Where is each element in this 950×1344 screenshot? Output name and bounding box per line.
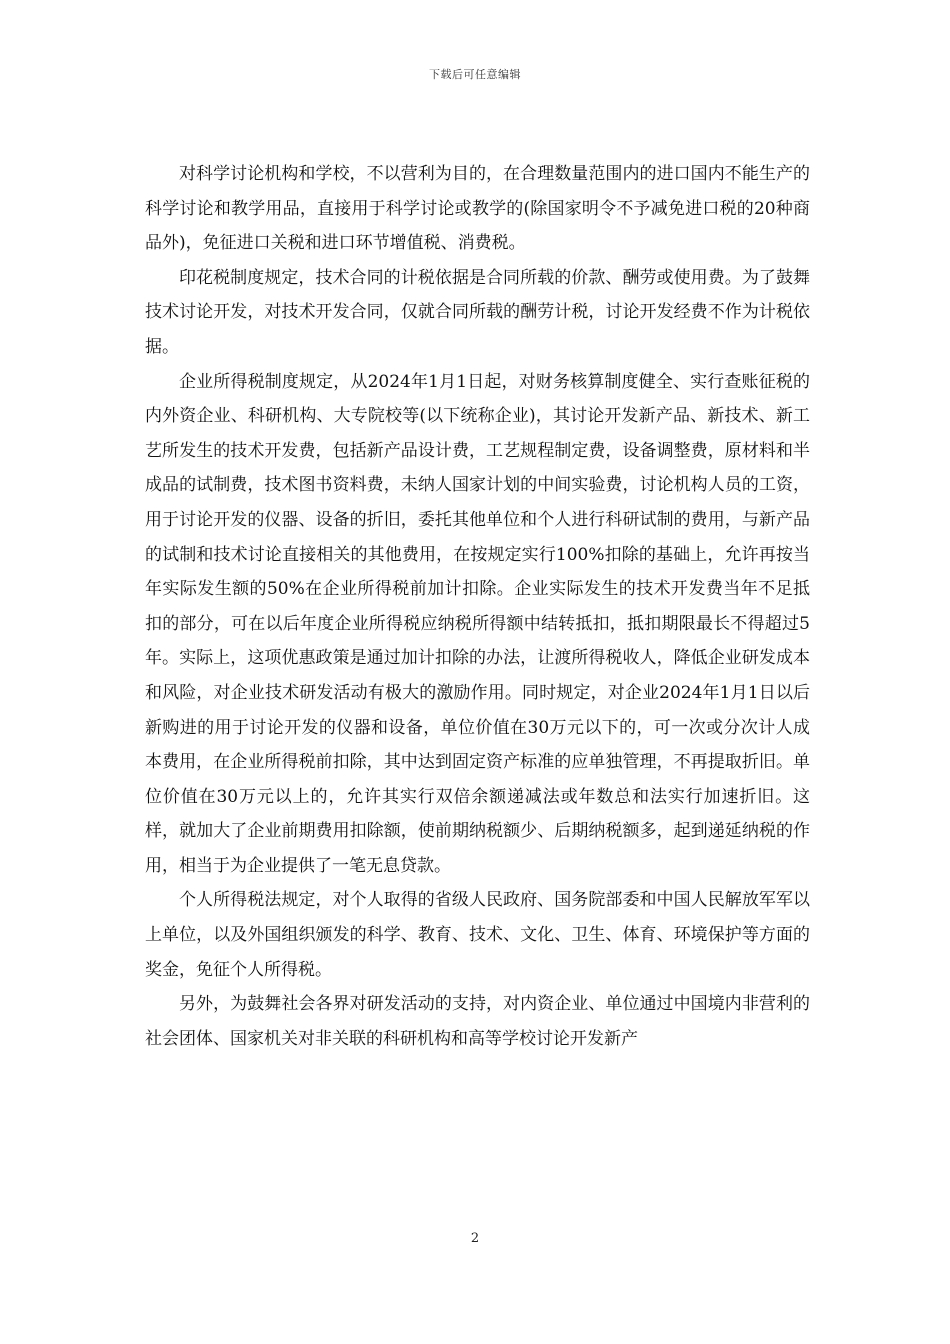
document-body [145,157,810,1056]
paragraph-corporate-income-tax: 企业所得税制度规定，从2024年1月1日起，对财务核算制度健全、实行查账征税的内外资企业、科研机构、大专院校等(以下统称企业)，其讨论开发新产品、新技术、新工艺所发生的技术开发费，包括新产品设计费，工艺规程制定费，设备调整费，原材料和半成品的试制费，技术图书资料费，未纳人国家计划的中间实验费，讨论机构人员的工资，用于讨论开发的仪器、设备的折旧，委托其他单位和个人进行科研试制的费用，与新产品的试制和技术讨论直接相关的其他费用，在按规定实行100%扣除的基础上，允许再按当年实际发生额的50%在企业所得税前加计扣除。企业实际发生的技术开发费当年不足抵扣的部分，可在以后年度企业所得税应纳税所得额中结转抵扣，抵扣期限最长不得超过5年。实际上，这项优惠政策是通过加计扣除的办法，让渡所得税收人，降低企业研发成本和风险，对企业技术研发活动有极大的激励作用。同时规定，对企业2024年1月1日以后新购进的用于讨论开发的仪器和设备，单位价值在30万元以下的，可一次或分次计人成本费用，在企业所得税前扣除，其中达到固定资产标准的应单独管理，不再提取折旧。单位价值在30万元以上的，允许其实行双倍余额递减法或年数总和法实行加速折旧。这样，就加大了企业前期费用扣除额，使前期纳税额少、后期纳税额多，起到递延纳税的作用，相当于为企业提供了一笔无息贷款。 [145,371,810,876]
paragraph-import-tax-exemption: 对科学讨论机构和学校，不以营利为目的，在合理数量范围内的进口国内不能生产的科学讨论和教学用品，直接用于科学讨论或教学的(除国家明令不予减免进口税的20种商品外)，免征进口关税和进口环节增值税、消费税。 [145,164,810,254]
paragraph-social-support: 另外，为鼓舞社会各界对研发活动的支持，对内资企业、单位通过中国境内非营利的社会团体、国家机关对非关联的科研机构和高等学校讨论开发新产 [145,994,810,1049]
page-number: 2 [470,1231,480,1246]
page-header: 下载后可任意编辑 [429,68,521,81]
paragraph-stamp-duty: 印花税制度规定，技术合同的计税依据是合同所载的价款、酬劳或使用费。为了鼓舞技术讨论开发，对技术开发合同，仅就合同所载的酬劳计税，讨论开发经费不作为计税依据。 [145,267,810,357]
paragraph-individual-income-tax: 个人所得税法规定，对个人取得的省级人民政府、国务院部委和中国人民解放军军以上单位，以及外国组织颁发的科学、教育、技术、文化、卫生、体育、环境保护等方面的奖金，免征个人所得税。 [145,890,810,980]
